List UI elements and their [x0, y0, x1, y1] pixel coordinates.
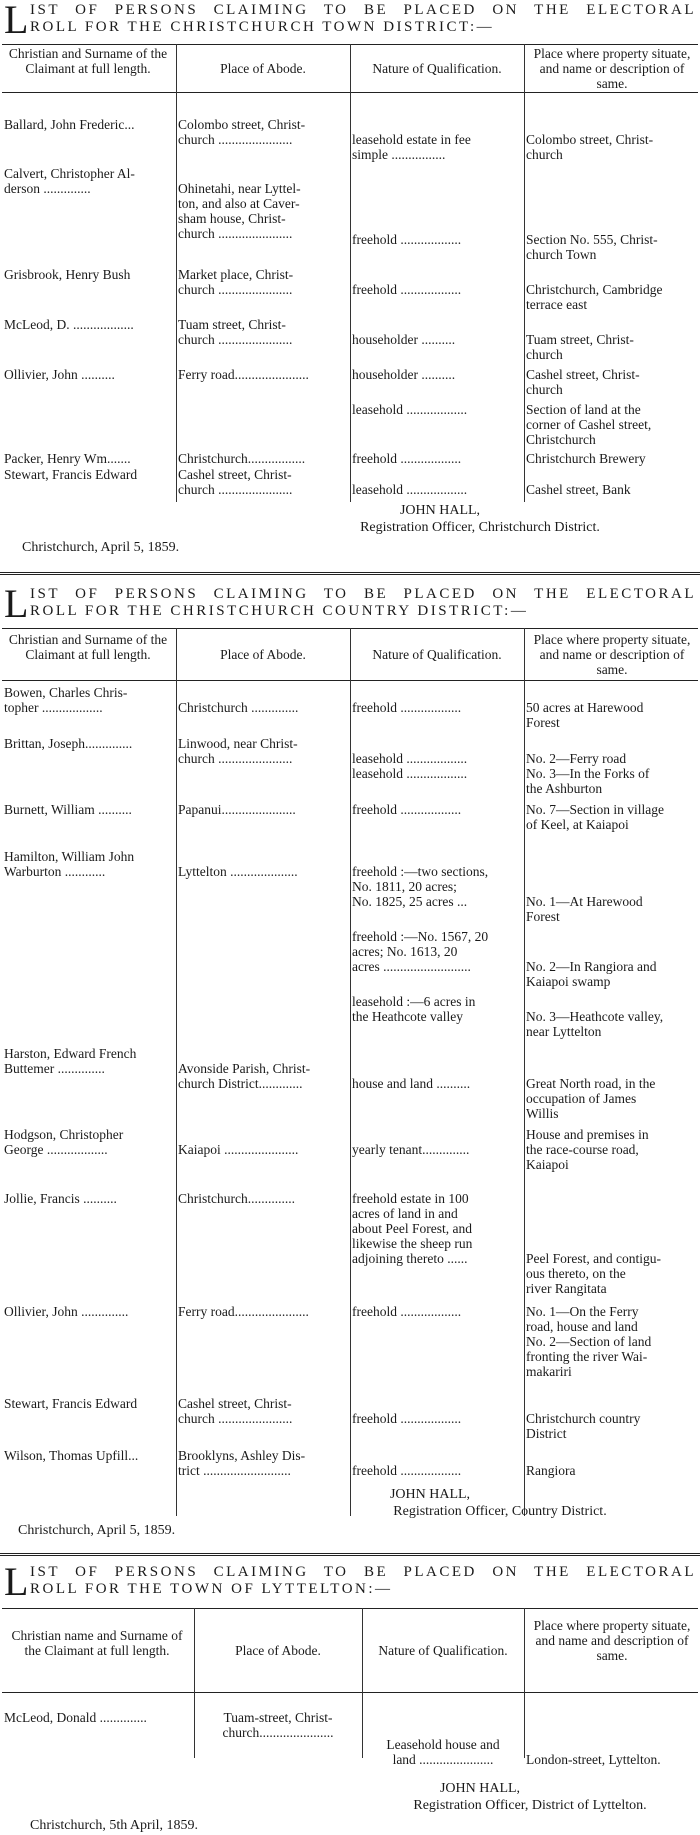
signatory: JOHN HALL,	[389, 1487, 471, 1502]
claimant-name: McLeod, D. ..................	[4, 317, 134, 332]
claimant-name: Ollivier, John ..............	[4, 1304, 129, 1319]
qualification: freehold ..................	[352, 802, 462, 817]
property: Christchurch, Cambridge terrace east	[526, 282, 663, 312]
column-divider	[176, 628, 177, 1516]
heading-line-2: ROLL FOR THE CHRISTCHURCH COUNTRY DISTRICT:—	[30, 603, 529, 619]
abode: Christchurch ..............	[178, 700, 299, 715]
header-abode: Place of Abode.	[220, 61, 306, 76]
property: Cashel street, Bank	[526, 482, 631, 497]
notice-heading	[0, 581, 700, 628]
qualification: freehold ..................	[352, 232, 462, 247]
abode: Lyttelton ....................	[178, 864, 298, 879]
abode: Ohinetahi, near Lyttel- ton, and also at Caver- sham house, Christ- church ......................	[178, 181, 301, 241]
column-divider	[524, 44, 525, 502]
column-divider	[524, 1608, 525, 1758]
header-qualification: Nature of Qualification.	[372, 61, 502, 76]
abode: Christchurch..............	[178, 1191, 295, 1206]
notice-date: Christchurch, April 5, 1859.	[22, 540, 180, 555]
section-separator	[0, 1553, 700, 1556]
abode: Papanui......................	[178, 802, 296, 817]
town-district-notice	[0, 0, 700, 570]
abode: Brooklyns, Ashley Dis- trict ..........................	[178, 1448, 306, 1478]
abode: Tuam street, Christ- church ......................	[178, 317, 293, 347]
property: Christchurch Brewery	[526, 451, 646, 466]
heading-line-2: ROLL FOR THE TOWN OF LYTTELTON:—	[30, 1581, 393, 1597]
drop-cap: L	[4, 0, 29, 42]
signatory: JOHN HALL,	[399, 503, 481, 518]
property: Tuam street, Christ- church	[526, 332, 634, 362]
claimant-name: Ballard, John Frederic...	[4, 117, 135, 132]
abode: Cashel street, Christ- church ......................	[178, 467, 293, 497]
header-qualification: Nature of Qualification.	[378, 1643, 508, 1658]
abode: Market place, Christ- church ......................	[178, 267, 294, 297]
claimant-name: Ollivier, John ..........	[4, 367, 115, 382]
property: No. 1—At Harewood Forest	[526, 894, 643, 924]
property: Cashel street, Christ- church	[526, 367, 640, 397]
qualification: house and land ..........	[352, 1076, 471, 1091]
header-property: Place where property situate, and name or description of same.	[533, 632, 691, 677]
abode: Christchurch.................	[178, 451, 306, 466]
property: London-street, Lyttelton.	[526, 1752, 661, 1767]
country-district-notice	[0, 581, 700, 1549]
claimant-name: Grisbrook, Henry Bush	[4, 267, 131, 282]
column-divider	[194, 1608, 195, 1758]
property: No. 1—On the Ferry road, house and land No. 2—Section of land fronting the river Wai- makariri	[526, 1304, 652, 1379]
registration-officer: Registration Officer, Christchurch District.	[360, 520, 600, 535]
abode: Colombo street, Christ- church ......................	[178, 117, 306, 147]
claimant-name: Packer, Henry Wm.......	[4, 451, 131, 466]
property: Christchurch country District	[526, 1411, 641, 1441]
header-claimant: Christian and Surname of the Claimant at full length.	[8, 46, 168, 76]
claimant-name: Hodgson, Christopher George ..................	[4, 1127, 124, 1157]
lyttelton-notice	[0, 1559, 700, 1835]
signatory: JOHN HALL,	[439, 1781, 521, 1796]
header-abode: Place of Abode.	[220, 647, 306, 662]
column-divider	[350, 44, 351, 502]
qualification: leasehold estate in fee simple ................	[352, 132, 471, 162]
column-divider	[176, 44, 177, 502]
column-divider	[362, 1608, 363, 1758]
property: No. 3—Heathcote valley, near Lyttelton	[526, 1009, 664, 1039]
property: Rangiora	[526, 1463, 576, 1478]
qualification: freehold estate in 100 acres of land in and about Peel Forest, and likewise the sheep run adjoining thereto ......	[352, 1191, 473, 1266]
heading-line-2: ROLL FOR THE CHRISTCHURCH TOWN DISTRICT:—	[30, 19, 495, 35]
notice-date: Christchurch, April 5, 1859.	[18, 1523, 176, 1538]
header-property: Place where property situate, and name and description of same.	[533, 1618, 691, 1663]
property: Colombo street, Christ- church	[526, 132, 654, 162]
property: No. 7—Section in village of Keel, at Kaiapoi	[526, 802, 664, 832]
qualification: freehold ..................	[352, 282, 462, 297]
abode: Tuam-street, Christ- church......................	[222, 1710, 334, 1740]
qualification: freehold ..................	[352, 1411, 462, 1426]
property: House and premises in the race-course road, Kaiapoi	[526, 1127, 649, 1172]
abode: Avonside Parish, Christ- church District.............	[178, 1061, 311, 1091]
abode: Ferry road......................	[178, 1304, 309, 1319]
qualification: freehold ..................	[352, 700, 462, 715]
claimant-name: Wilson, Thomas Upfill...	[4, 1448, 139, 1463]
table-top-rule	[2, 1608, 698, 1609]
abode: Kaiapoi ......................	[178, 1142, 299, 1157]
qualification: freehold ..................	[352, 451, 462, 466]
header-qualification: Nature of Qualification.	[372, 647, 502, 662]
notice-heading	[0, 0, 700, 44]
qualification: freehold ..................	[352, 1463, 462, 1478]
registration-officer: Registration Officer, District of Lyttelton.	[413, 1798, 647, 1813]
qualification: freehold :—two sections, No. 1811, 20 acres; No. 1825, 25 acres ...	[352, 864, 489, 909]
property: Section of land at the corner of Cashel street, Christchurch	[526, 402, 652, 447]
qualification: householder ..........	[352, 332, 456, 347]
property: Great North road, in the occupation of James Willis	[526, 1076, 656, 1121]
claimant-name: Harston, Edward French Buttemer ..............	[4, 1046, 137, 1076]
section-separator	[0, 572, 700, 575]
qualification: Leasehold house and land ......................	[386, 1737, 500, 1767]
qualification: leasehold :—6 acres in the Heathcote valley	[352, 994, 476, 1024]
qualification: householder ..........	[352, 367, 456, 382]
qualification: leasehold ..................	[352, 402, 468, 417]
claimant-name: Bowen, Charles Chris- topher ..................	[4, 685, 128, 715]
claimant-name: Brittan, Joseph..............	[4, 736, 133, 751]
drop-cap: L	[4, 581, 29, 626]
abode: Linwood, near Christ- church ......................	[178, 736, 298, 766]
qualification: leasehold .................. leasehold ..................	[352, 751, 468, 781]
abode: Cashel street, Christ- church ......................	[178, 1396, 293, 1426]
claimant-name: Calvert, Christopher Al- derson ..............	[4, 166, 135, 196]
heading-line-1: IST OF PERSONS CLAIMING TO BE PLACED ON THE ELECTORAL	[30, 1564, 696, 1580]
header-claimant: Christian and Surname of the Claimant at full length.	[8, 632, 168, 662]
abode: Ferry road......................	[178, 367, 309, 382]
property: No. 2—In Rangiora and Kaiapoi swamp	[526, 959, 657, 989]
claimant-name: Jollie, Francis ..........	[4, 1191, 117, 1206]
header-bottom-rule	[2, 1692, 698, 1693]
column-divider	[524, 628, 525, 1516]
property: Section No. 555, Christ- church Town	[526, 232, 658, 262]
claimant-name: Stewart, Francis Edward	[4, 1396, 138, 1411]
registration-officer: Registration Officer, Country District.	[393, 1504, 607, 1519]
qualification: leasehold ..................	[352, 482, 468, 497]
heading-line-1: IST OF PERSONS CLAIMING TO BE PLACED ON THE ELECTORAL	[30, 586, 696, 602]
claimant-name: Burnett, William ..........	[4, 802, 132, 817]
qualification: yearly tenant..............	[352, 1142, 470, 1157]
header-claimant: Christian name and Surname of the Claimant at full length.	[11, 1628, 183, 1658]
heading-line-1: IST OF PERSONS CLAIMING TO BE PLACED ON THE ELECTORAL	[30, 2, 696, 18]
property: 50 acres at Harewood Forest	[526, 700, 644, 730]
claimant-name: McLeod, Donald ..............	[4, 1710, 147, 1725]
property: Peel Forest, and contigu- ous thereto, on the river Rangitata	[526, 1251, 661, 1296]
qualification: freehold ..................	[352, 1304, 462, 1319]
header-property: Place where property situate, and name or description of same.	[533, 46, 691, 91]
notice-heading	[0, 1559, 700, 1606]
qualification: freehold :—No. 1567, 20 acres; No. 1613, 20 acres ..........................	[352, 929, 489, 974]
header-abode: Place of Abode.	[235, 1643, 321, 1658]
column-divider	[350, 628, 351, 1516]
drop-cap: L	[4, 1559, 29, 1604]
property: No. 2—Ferry road No. 3—In the Forks of the Ashburton	[526, 751, 650, 796]
notice-date: Christchurch, 5th April, 1859.	[30, 1818, 198, 1833]
claimant-name: Stewart, Francis Edward	[4, 467, 138, 482]
claimant-name: Hamilton, William John Warburton ............	[4, 849, 135, 879]
